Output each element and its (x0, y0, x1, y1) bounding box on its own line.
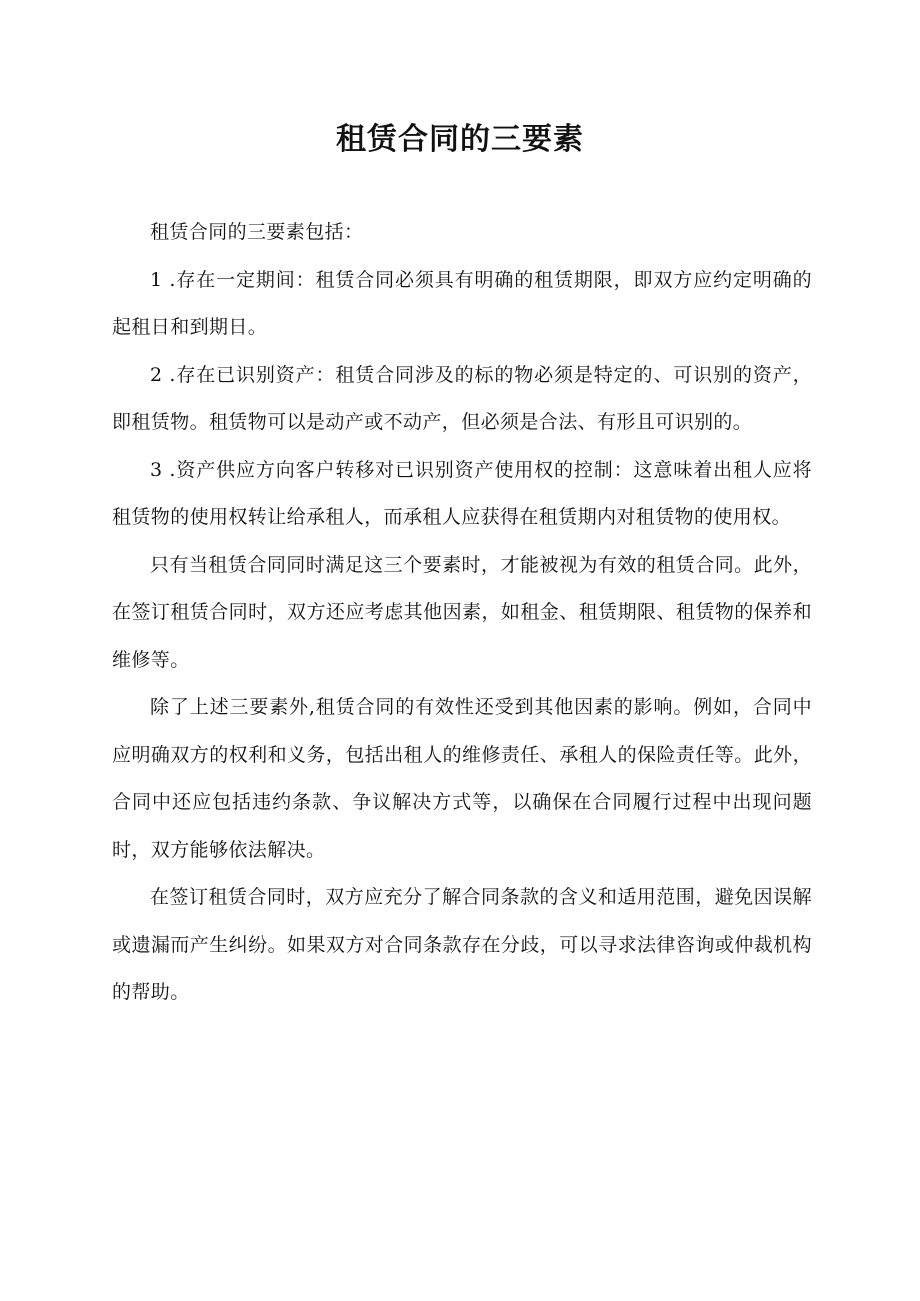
paragraph-advice: 在签订租赁合同时，双方应充分了解合同条款的含义和适用范围，避免因误解或遗漏而产生纠纷。如果双方对合同条款存在分歧，可以寻求法律咨询或仲裁机构的帮助。 (112, 886, 812, 1003)
paragraph-item-3: 3 .资产供应方向客户转移对已识别资产使用权的控制：这意味着出租人应将租赁物的使用权转让给承租人，而承租人应获得在租赁期内对租赁物的使用权。 (112, 458, 812, 528)
paragraph-item-2: 2 .存在已识别资产：租赁合同涉及的标的物必须是特定的、可识别的资产，即租赁物。租赁物可以是动产或不动产，但必须是合法、有形且可识别的。 (112, 363, 812, 433)
paragraph-intro: 租赁合同的三要素包括： (150, 221, 364, 243)
paragraph-other-factors: 除了上述三要素外,租赁合同的有效性还受到其他因素的影响。例如，合同中应明确双方的权利和义务，包括出租人的维修责任、承租人的保险责任等。此外，合同中还应包括违约条款、争议解决方式等，以确保在合同履行过程中出现问题时，双方能够依法解决。 (112, 696, 812, 861)
document-body (112, 209, 812, 1017)
page-title: 租赁合同的三要素 (336, 122, 584, 157)
paragraph-item-1: 1 .存在一定期间：租赁合同必须具有明确的租赁期限，即双方应约定明确的起租日和到期日。 (112, 268, 812, 338)
paragraph-validity: 只有当租赁合同同时满足这三个要素时，才能被视为有效的租赁合同。此外，在签订租赁合同时，双方还应考虑其他因素，如租金、租赁期限、租赁物的保养和维修等。 (112, 553, 812, 671)
